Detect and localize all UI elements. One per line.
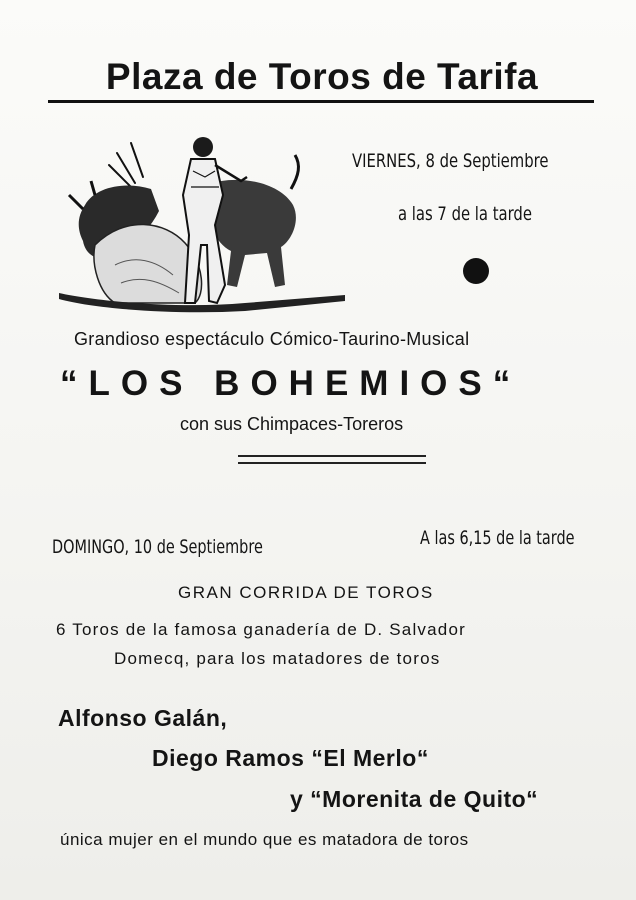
ground-shadow <box>59 293 345 312</box>
footer-note: única mujer en el mundo que es matadora de toros <box>60 830 469 849</box>
bulls-line-1: 6 Toros de la famosa ganadería de D. Salvador <box>56 620 466 639</box>
friday-date: VIERNES, 8 de Septiembre <box>352 150 549 172</box>
show-name: “LOS BOHEMIOS“ <box>60 364 522 403</box>
banderilla-1 <box>117 153 135 183</box>
sunday-time: A las 6,15 de la tarde <box>420 527 575 549</box>
corrida-heading: GRAN CORRIDA DE TOROS <box>178 583 434 602</box>
show-subtitle: con sus Chimpaces-Toreros <box>180 414 404 434</box>
matador-2: Diego Ramos “El Merlo“ <box>152 745 429 771</box>
divider-rule-top <box>238 455 426 457</box>
torero-head <box>193 137 213 157</box>
bull-tail <box>291 155 298 189</box>
sunday-date: DOMINGO, 10 de Septiembre <box>52 536 263 558</box>
bullfighter-illustration <box>55 125 350 315</box>
friday-time: a las 7 de la tarde <box>398 203 532 225</box>
title-underline <box>48 100 594 103</box>
show-intro: Grandioso espectáculo Cómico-Taurino-Musical <box>74 329 470 349</box>
matador-1: Alfonso Galán, <box>58 705 228 731</box>
poster-title: Plaza de Toros de Tarifa <box>105 56 539 97</box>
matador-3: y “Morenita de Quito“ <box>290 786 539 812</box>
bullet-dot <box>463 258 489 284</box>
banderilla-2 <box>131 143 143 177</box>
divider-rule-bottom <box>238 462 426 464</box>
bulls-line-2: Domecq, para los matadores de toros <box>114 649 441 668</box>
banderilla-3 <box>109 165 133 189</box>
